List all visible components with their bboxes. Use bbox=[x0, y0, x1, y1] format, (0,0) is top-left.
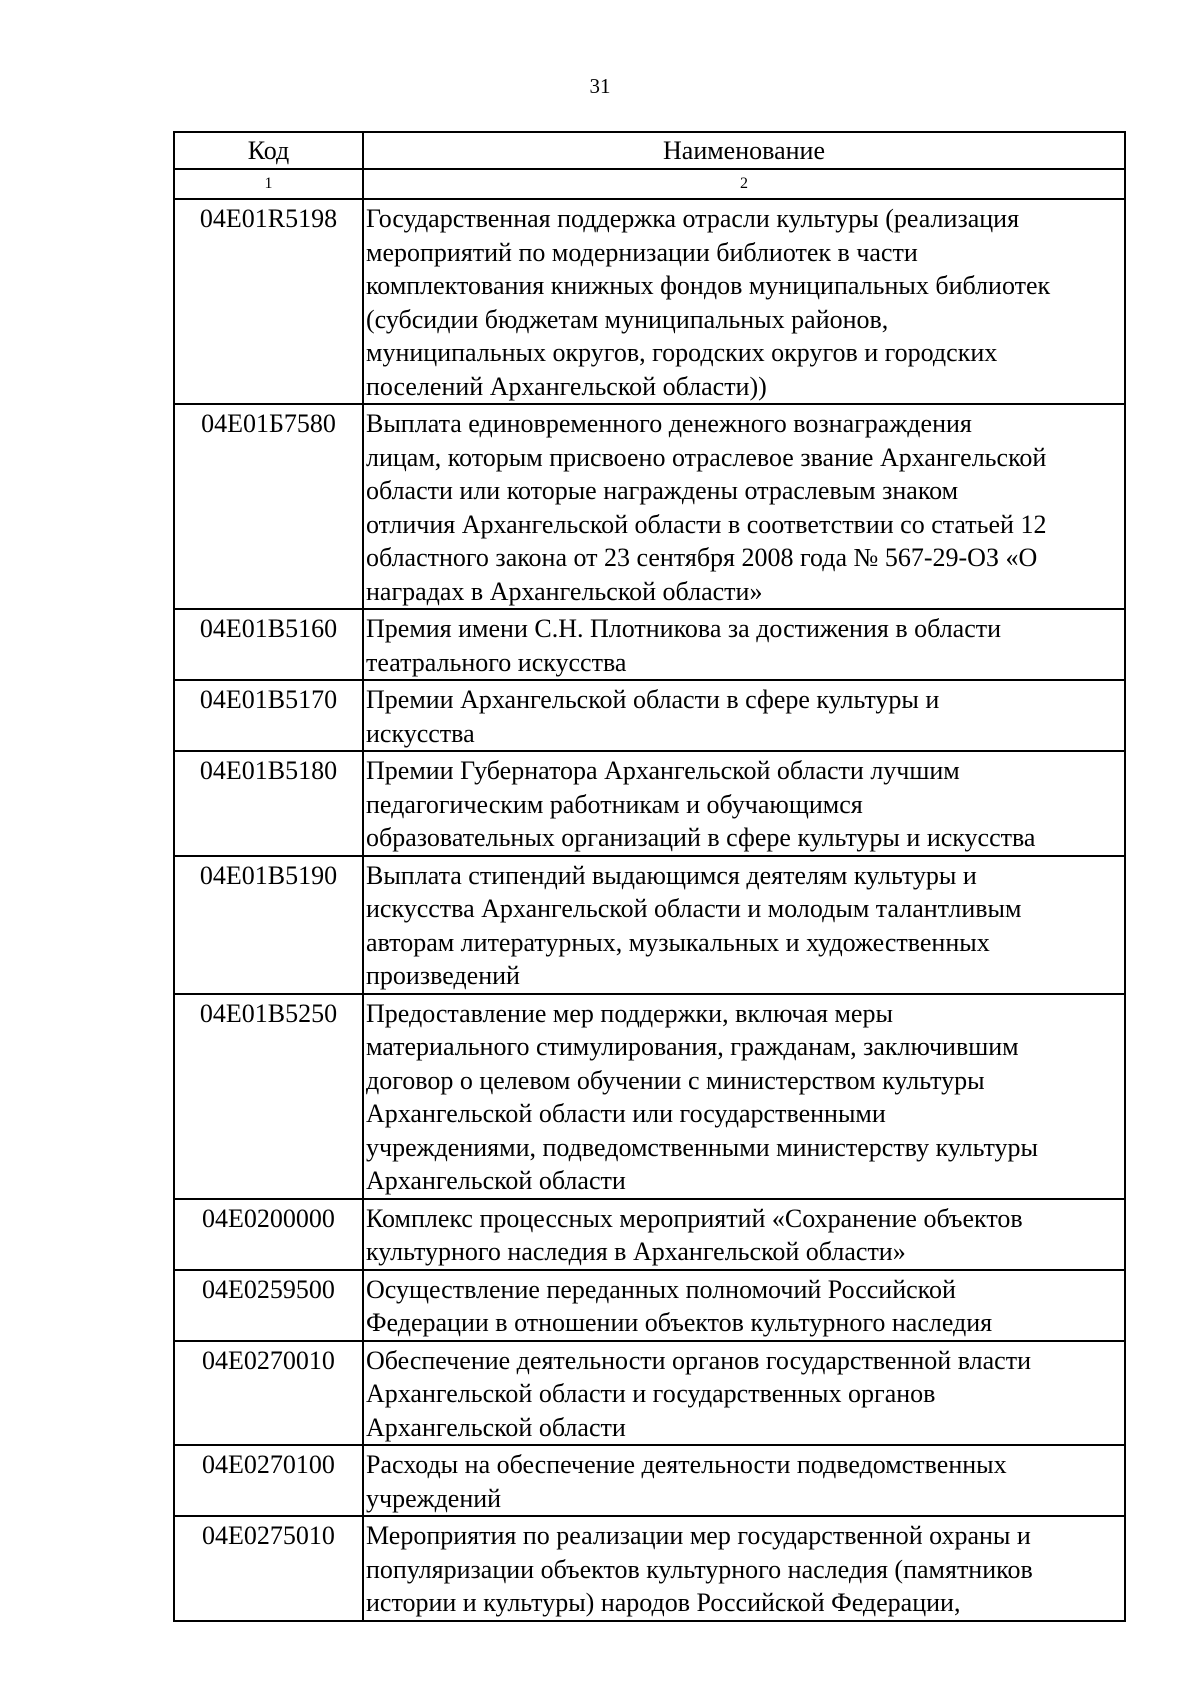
row-name-line: областного закона от 23 сентября 2008 года № 567-29-ОЗ «О bbox=[366, 543, 1038, 572]
row-name-line: Федерации в отношении объектов культурного наследия bbox=[366, 1308, 993, 1337]
row-name-line: искусства Архангельской области и молодым талантливым bbox=[366, 894, 1022, 923]
row-name-line: лицам, которым присвоено отраслевое звание Архангельской bbox=[366, 442, 1047, 472]
row-name bbox=[363, 994, 1125, 1199]
row-name bbox=[363, 856, 1125, 994]
row-name-line: Предоставление мер поддержки, включая меры bbox=[366, 998, 893, 1028]
row-code: 04Е0270100 bbox=[174, 1445, 363, 1516]
row-name-line: Расходы на обеспечение деятельности подведомственных bbox=[366, 1450, 1007, 1479]
table-row bbox=[174, 1270, 1125, 1341]
header-code: Код bbox=[174, 132, 363, 169]
row-code: 04Е01В5170 bbox=[174, 680, 363, 751]
row-name-line: культурного наследия в Архангельской области» bbox=[366, 1237, 906, 1266]
row-code: 04Е0259500 bbox=[174, 1270, 363, 1341]
row-name-line: мероприятий по модернизации библиотек в части bbox=[366, 237, 918, 267]
row-name-line: муниципальных округов, городских округов и городских bbox=[366, 338, 998, 367]
row-name-line: Осуществление переданных полномочий Российской bbox=[366, 1274, 956, 1304]
row-code: 04Е01В5250 bbox=[174, 994, 363, 1199]
row-name-line: Архангельской области или государственными bbox=[366, 1099, 886, 1128]
row-name-line: материального стимулирования, гражданам, заключившим bbox=[366, 1032, 1019, 1061]
budget-classification-table bbox=[173, 131, 1126, 1622]
table-row bbox=[174, 1199, 1125, 1270]
row-name bbox=[363, 1445, 1125, 1516]
table-header-row bbox=[174, 132, 1125, 169]
row-code: 04Е01R5198 bbox=[174, 199, 363, 404]
row-name-line: Премия имени С.Н. Плотникова за достижения в области bbox=[366, 614, 1002, 643]
column-number-code: 1 bbox=[174, 169, 363, 199]
row-name-line: театрального искусства bbox=[366, 647, 627, 677]
row-name-line: образовательных организаций в сфере культуры и искусства bbox=[366, 823, 1036, 852]
row-name bbox=[363, 680, 1125, 751]
table-row bbox=[174, 994, 1125, 1199]
page-number: 31 bbox=[589, 74, 611, 98]
row-name-line: области или которые награждены отраслевым знаком bbox=[366, 476, 959, 505]
row-code: 04Е0270010 bbox=[174, 1341, 363, 1446]
row-code: 04Е01В5180 bbox=[174, 751, 363, 856]
column-number-row bbox=[174, 169, 1125, 199]
row-name bbox=[363, 1341, 1125, 1446]
table-row bbox=[174, 1516, 1125, 1621]
table-row bbox=[174, 609, 1125, 680]
row-name bbox=[363, 1270, 1125, 1341]
row-name-line: искусства bbox=[366, 718, 475, 748]
table-body bbox=[174, 199, 1125, 1621]
row-code: 04Е01В5160 bbox=[174, 609, 363, 680]
table-row bbox=[174, 856, 1125, 994]
row-name-line: поселений Архангельской области)) bbox=[366, 371, 767, 401]
row-name-line: истории и культуры) народов Российской Федерации, bbox=[366, 1588, 961, 1617]
row-name bbox=[363, 1199, 1125, 1270]
row-name-line: договор о целевом обучении с министерством культуры bbox=[366, 1065, 985, 1095]
row-name-line: отличия Архангельской области в соответствии со статьей 12 bbox=[366, 509, 1047, 539]
table-row bbox=[174, 404, 1125, 609]
row-name-line: наградах в Архангельской области» bbox=[366, 576, 763, 606]
row-name-line: Премии Губернатора Архангельской области лучшим bbox=[366, 756, 960, 785]
row-name-line: педагогическим работникам и обучающимся bbox=[366, 789, 863, 819]
row-name-line: Выплата стипендий выдающимся деятелям культуры и bbox=[366, 860, 977, 890]
row-name-line: Архангельской области bbox=[366, 1166, 626, 1195]
row-name bbox=[363, 609, 1125, 680]
row-name-line: авторам литературных, музыкальных и художественных bbox=[366, 927, 990, 957]
row-name bbox=[363, 1516, 1125, 1621]
row-name-line: Архангельской области и государственных органов bbox=[366, 1379, 936, 1408]
row-name-line: Премии Архангельской области в сфере культуры и bbox=[366, 685, 940, 714]
row-name-line: (субсидии бюджетам муниципальных районов, bbox=[366, 304, 889, 334]
row-name-line: Обеспечение деятельности органов государственной власти bbox=[366, 1345, 1031, 1375]
header-name: Наименование bbox=[363, 132, 1125, 169]
row-name-line: Мероприятия по реализации мер государственной охраны и bbox=[366, 1521, 1031, 1550]
row-name-line: Комплекс процессных мероприятий «Сохранение объектов bbox=[366, 1203, 1023, 1233]
row-name bbox=[363, 199, 1125, 404]
row-name-line: учреждениями, подведомственными министерству культуры bbox=[366, 1132, 1039, 1162]
row-code: 04Е01В5190 bbox=[174, 856, 363, 994]
row-name-line: Архангельской области bbox=[366, 1412, 626, 1442]
table-row bbox=[174, 680, 1125, 751]
row-name-line: Выплата единовременного денежного вознаграждения bbox=[366, 409, 972, 438]
column-number-name: 2 bbox=[363, 169, 1125, 199]
row-code: 04Е01Б7580 bbox=[174, 404, 363, 609]
row-name-line: популяризации объектов культурного наследия (памятников bbox=[366, 1554, 1033, 1584]
row-name-line: Государственная поддержка отрасли культуры (реализация bbox=[366, 204, 1020, 233]
row-code: 04Е0275010 bbox=[174, 1516, 363, 1621]
table-row bbox=[174, 1341, 1125, 1446]
row-name bbox=[363, 751, 1125, 856]
row-name-line: учреждений bbox=[366, 1483, 502, 1513]
row-name-line: произведений bbox=[366, 961, 520, 990]
table-row bbox=[174, 1445, 1125, 1516]
row-name-line: комплектования книжных фондов муниципальных библиотек bbox=[366, 271, 1051, 300]
row-name bbox=[363, 404, 1125, 609]
table-row bbox=[174, 199, 1125, 404]
row-code: 04Е0200000 bbox=[174, 1199, 363, 1270]
table-row bbox=[174, 751, 1125, 856]
